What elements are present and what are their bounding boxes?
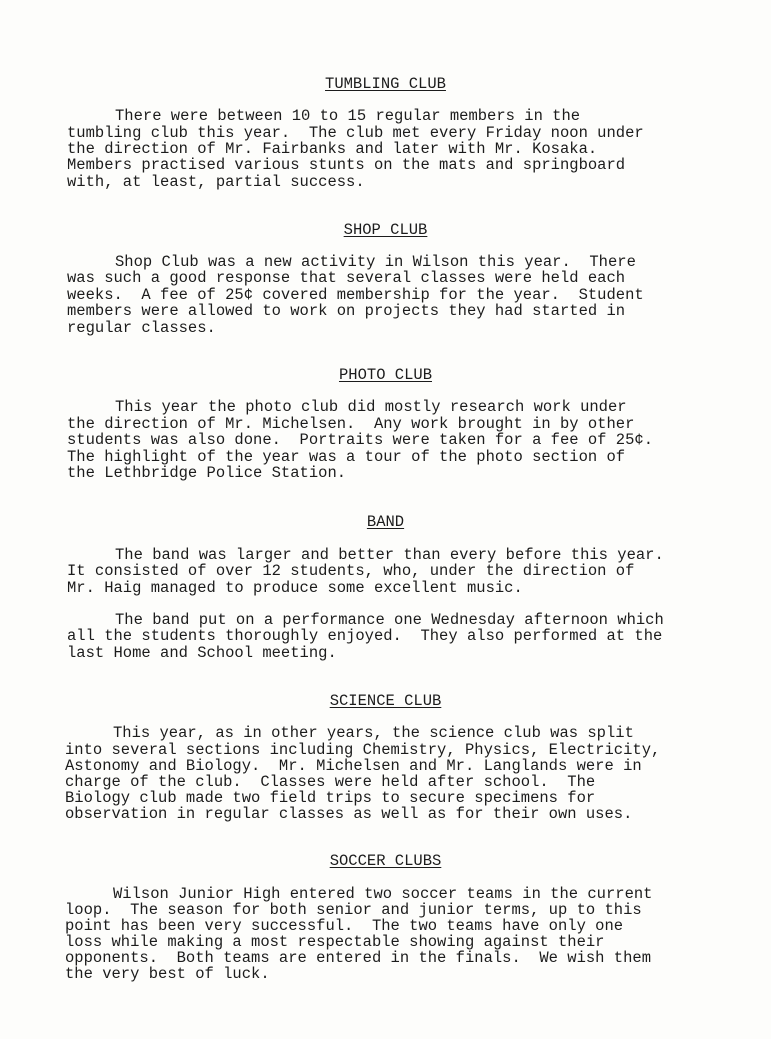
paragraph-line: The band was larger and better than every before this year. xyxy=(115,546,664,564)
paragraph-line: the direction of Mr. Fairbanks and later with Mr. Kosaka. xyxy=(67,140,598,158)
paragraph-line: loop. The season for both senior and junior terms, up to this xyxy=(65,901,642,919)
paragraph-line: the very best of luck. xyxy=(65,965,270,983)
paragraph-line: Wilson Junior High entered two soccer teams in the current xyxy=(113,885,653,903)
paragraph-line: This year the photo club did mostly research work under xyxy=(115,398,627,416)
paragraph-line: loss while making a most respectable showing against their xyxy=(65,933,605,951)
paragraph-line: students was also done. Portraits were taken for a fee of 25¢. xyxy=(67,431,653,449)
paragraph-line: point has been very successful. The two teams have only one xyxy=(65,917,624,935)
paragraph-line: the Lethbridge Police Station. xyxy=(67,464,347,482)
section-heading-photo-club: PHOTO CLUB xyxy=(338,366,432,384)
paragraph-line: Members practised various stunts on the mats and springboard xyxy=(67,156,626,174)
paragraph-line: with, at least, partial success. xyxy=(67,173,365,191)
paragraph-line: The highlight of the year was a tour of the photo section of xyxy=(67,448,626,466)
paragraph-line: regular classes. xyxy=(67,319,216,337)
paragraph-line: Biology club made two field trips to secure specimens for xyxy=(65,789,596,807)
paragraph-line: weeks. A fee of 25¢ covered membership for the year. Student xyxy=(67,286,644,304)
section-heading-science-club: SCIENCE CLUB xyxy=(329,692,442,710)
paragraph-line: Mr. Haig managed to produce some excellent music. xyxy=(67,579,523,597)
paragraph-line: tumbling club this year. The club met every Friday noon under xyxy=(67,124,644,142)
paragraph-line: This year, as in other years, the science club was split xyxy=(113,724,634,742)
paragraph-line: into several sections including Chemistry, Physics, Electricity, xyxy=(65,741,661,759)
paragraph-line: observation in regular classes as well as for their own uses. xyxy=(65,805,633,823)
paragraph-line: all the students thoroughly enjoyed. They also performed at the xyxy=(67,627,663,645)
paragraph-line: Shop Club was a new activity in Wilson this year. There xyxy=(115,253,636,271)
section-heading-band: BAND xyxy=(366,513,405,531)
section-heading-soccer-clubs: SOCCER CLUBS xyxy=(329,852,442,870)
paragraph-line: was such a good response that several classes were held each xyxy=(67,269,626,287)
section-heading-tumbling-club: TUMBLING CLUB xyxy=(325,75,446,93)
paragraph-line: Astonomy and Biology. Mr. Michelsen and Mr. Langlands were in xyxy=(65,757,642,775)
paragraph-line: charge of the club. Classes were held after school. The xyxy=(65,773,596,791)
paragraph-line: the direction of Mr. Michelsen. Any work brought in by other xyxy=(67,415,635,433)
paragraph-line: last Home and School meeting. xyxy=(67,644,337,662)
paragraph-line: The band put on a performance one Wednesday afternoon which xyxy=(115,611,664,629)
section-heading-shop-club: SHOP CLUB xyxy=(343,221,428,239)
paragraph-line: It consisted of over 12 students, who, under the direction of xyxy=(67,562,635,580)
paragraph-line: opponents. Both teams are entered in the finals. We wish them xyxy=(65,949,651,967)
paragraph-line: There were between 10 to 15 regular members in the xyxy=(115,107,581,125)
paragraph-line: members were allowed to work on projects they had started in xyxy=(67,302,626,320)
